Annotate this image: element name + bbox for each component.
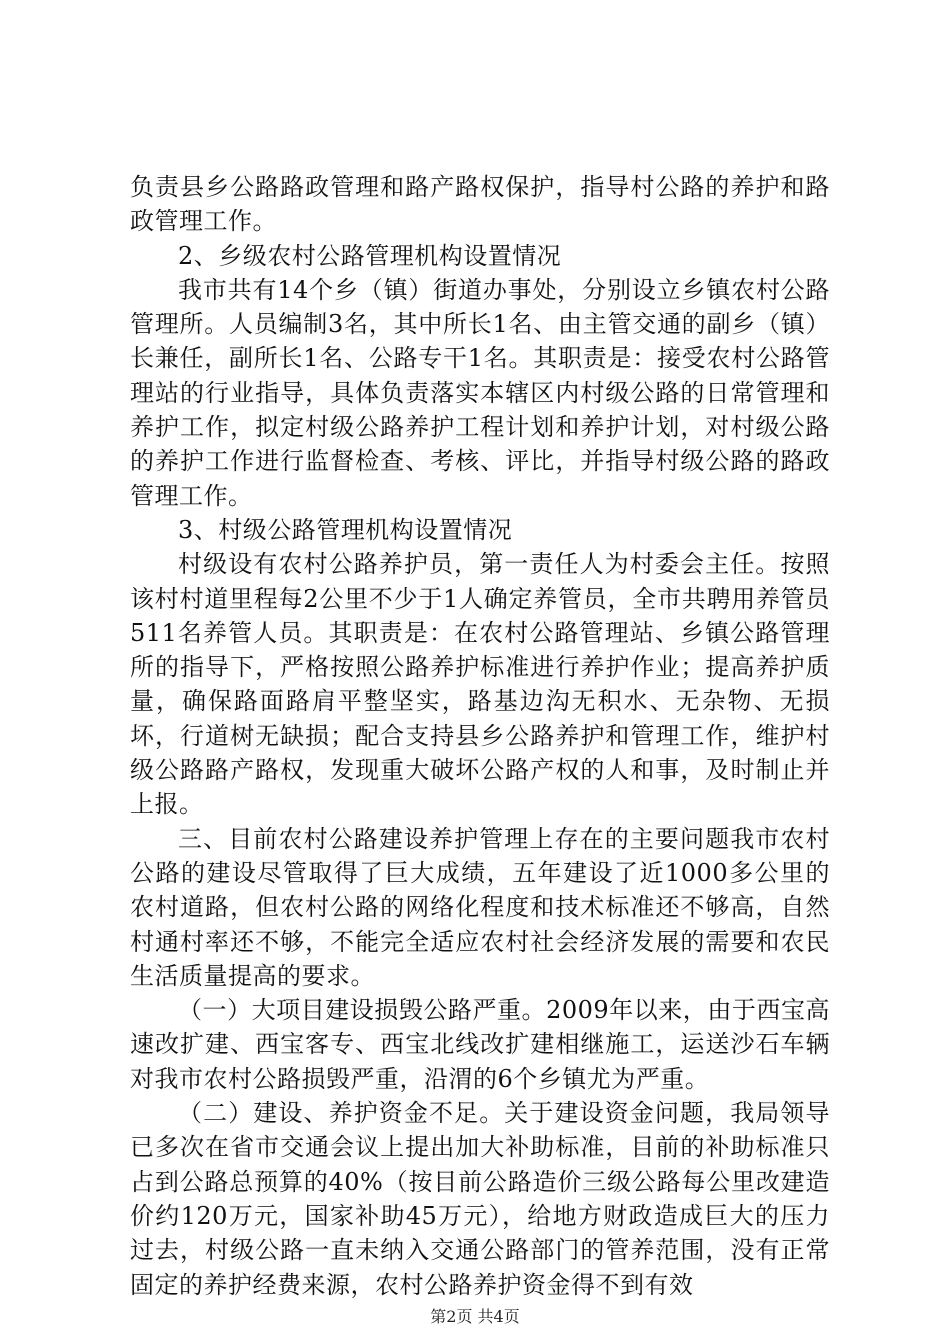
paragraph-township-roads: 我市共有14个乡（镇）街道办事处，分别设立乡镇农村公路管理所。人员编制3名，其中所长1名、由主管交通的副乡（镇）长兼任，副所长1名、公路专干1名。其职责是：接受农村公路管理站的行业指导，具体负责落实本辖区内村级公路的日常管理和养护工作，拟定村级公路养护工程计划和养护计划，对村级公路的养护工作进行监督检查、考核、评比，并指导村级公路的路政管理工作。 [130, 275, 830, 510]
paragraph-main-problems: 三、目前农村公路建设养护管理上存在的主要问题我市农村公路的建设尽管取得了巨大成绩，五年建设了近1000多公里的农村道路，但农村公路的网络化程度和技术标准还不够高，自然村通村率还不够，不能完全适应农村社会经济发展的需要和农民生活质量提高的要求。 [130, 824, 830, 990]
heading-township-roads: 2、乡级农村公路管理机构设置情况 [178, 241, 562, 270]
paragraph-1: 负责县乡公路路政管理和路产路权保护，指导村公路的养护和路政管理工作。 [130, 173, 830, 236]
paragraph-village-roads: 村级设有农村公路养护员，第一责任人为村委会主任。按照该村村道里程每2公里不少于1人确定养管员，全市共聘用养管员511名养管人员。其职责是：在农村公路管理站、乡镇公路管理所的指导下，严格按照公路养护标准进行养护作业；提高养护质量，确保路面路肩平整坚实，路基边沟无积水、无杂物、无损坏，行道树无缺损；配合支持县乡公路养护和管理工作，维护村级公路路产路权，发现重大破坏公路产权的人和事，及时制止并上报。 [130, 550, 830, 819]
paragraph-problem-2: （二）建设、养护资金不足。关于建设资金问题，我局领导已多次在省市交通会议上提出加大补助标准，目前的补助标准只占到公路总预算的40%（按目前公路造价三级公路每公里改建造价约120万元，国家补助45万元），给地方财政造成巨大的压力过去，村级公路一直未纳入交通公路部门的管养范围，没有正常固定的养护经费来源，农村公路养护资金得不到有效 [130, 1099, 830, 1299]
paragraph-problem-1: （一）大项目建设损毁公路严重。2009年以来，由于西宝高速改扩建、西宝客专、西宝北线改扩建相继施工，运送沙石车辆对我市农村公路损毁严重，沿渭的6个乡镇尤为严重。 [130, 996, 830, 1093]
document-body [130, 170, 830, 1302]
heading-village-roads: 3、村级公路管理机构设置情况 [178, 515, 513, 544]
page-footer: 第2页 共4页 [430, 1307, 520, 1326]
